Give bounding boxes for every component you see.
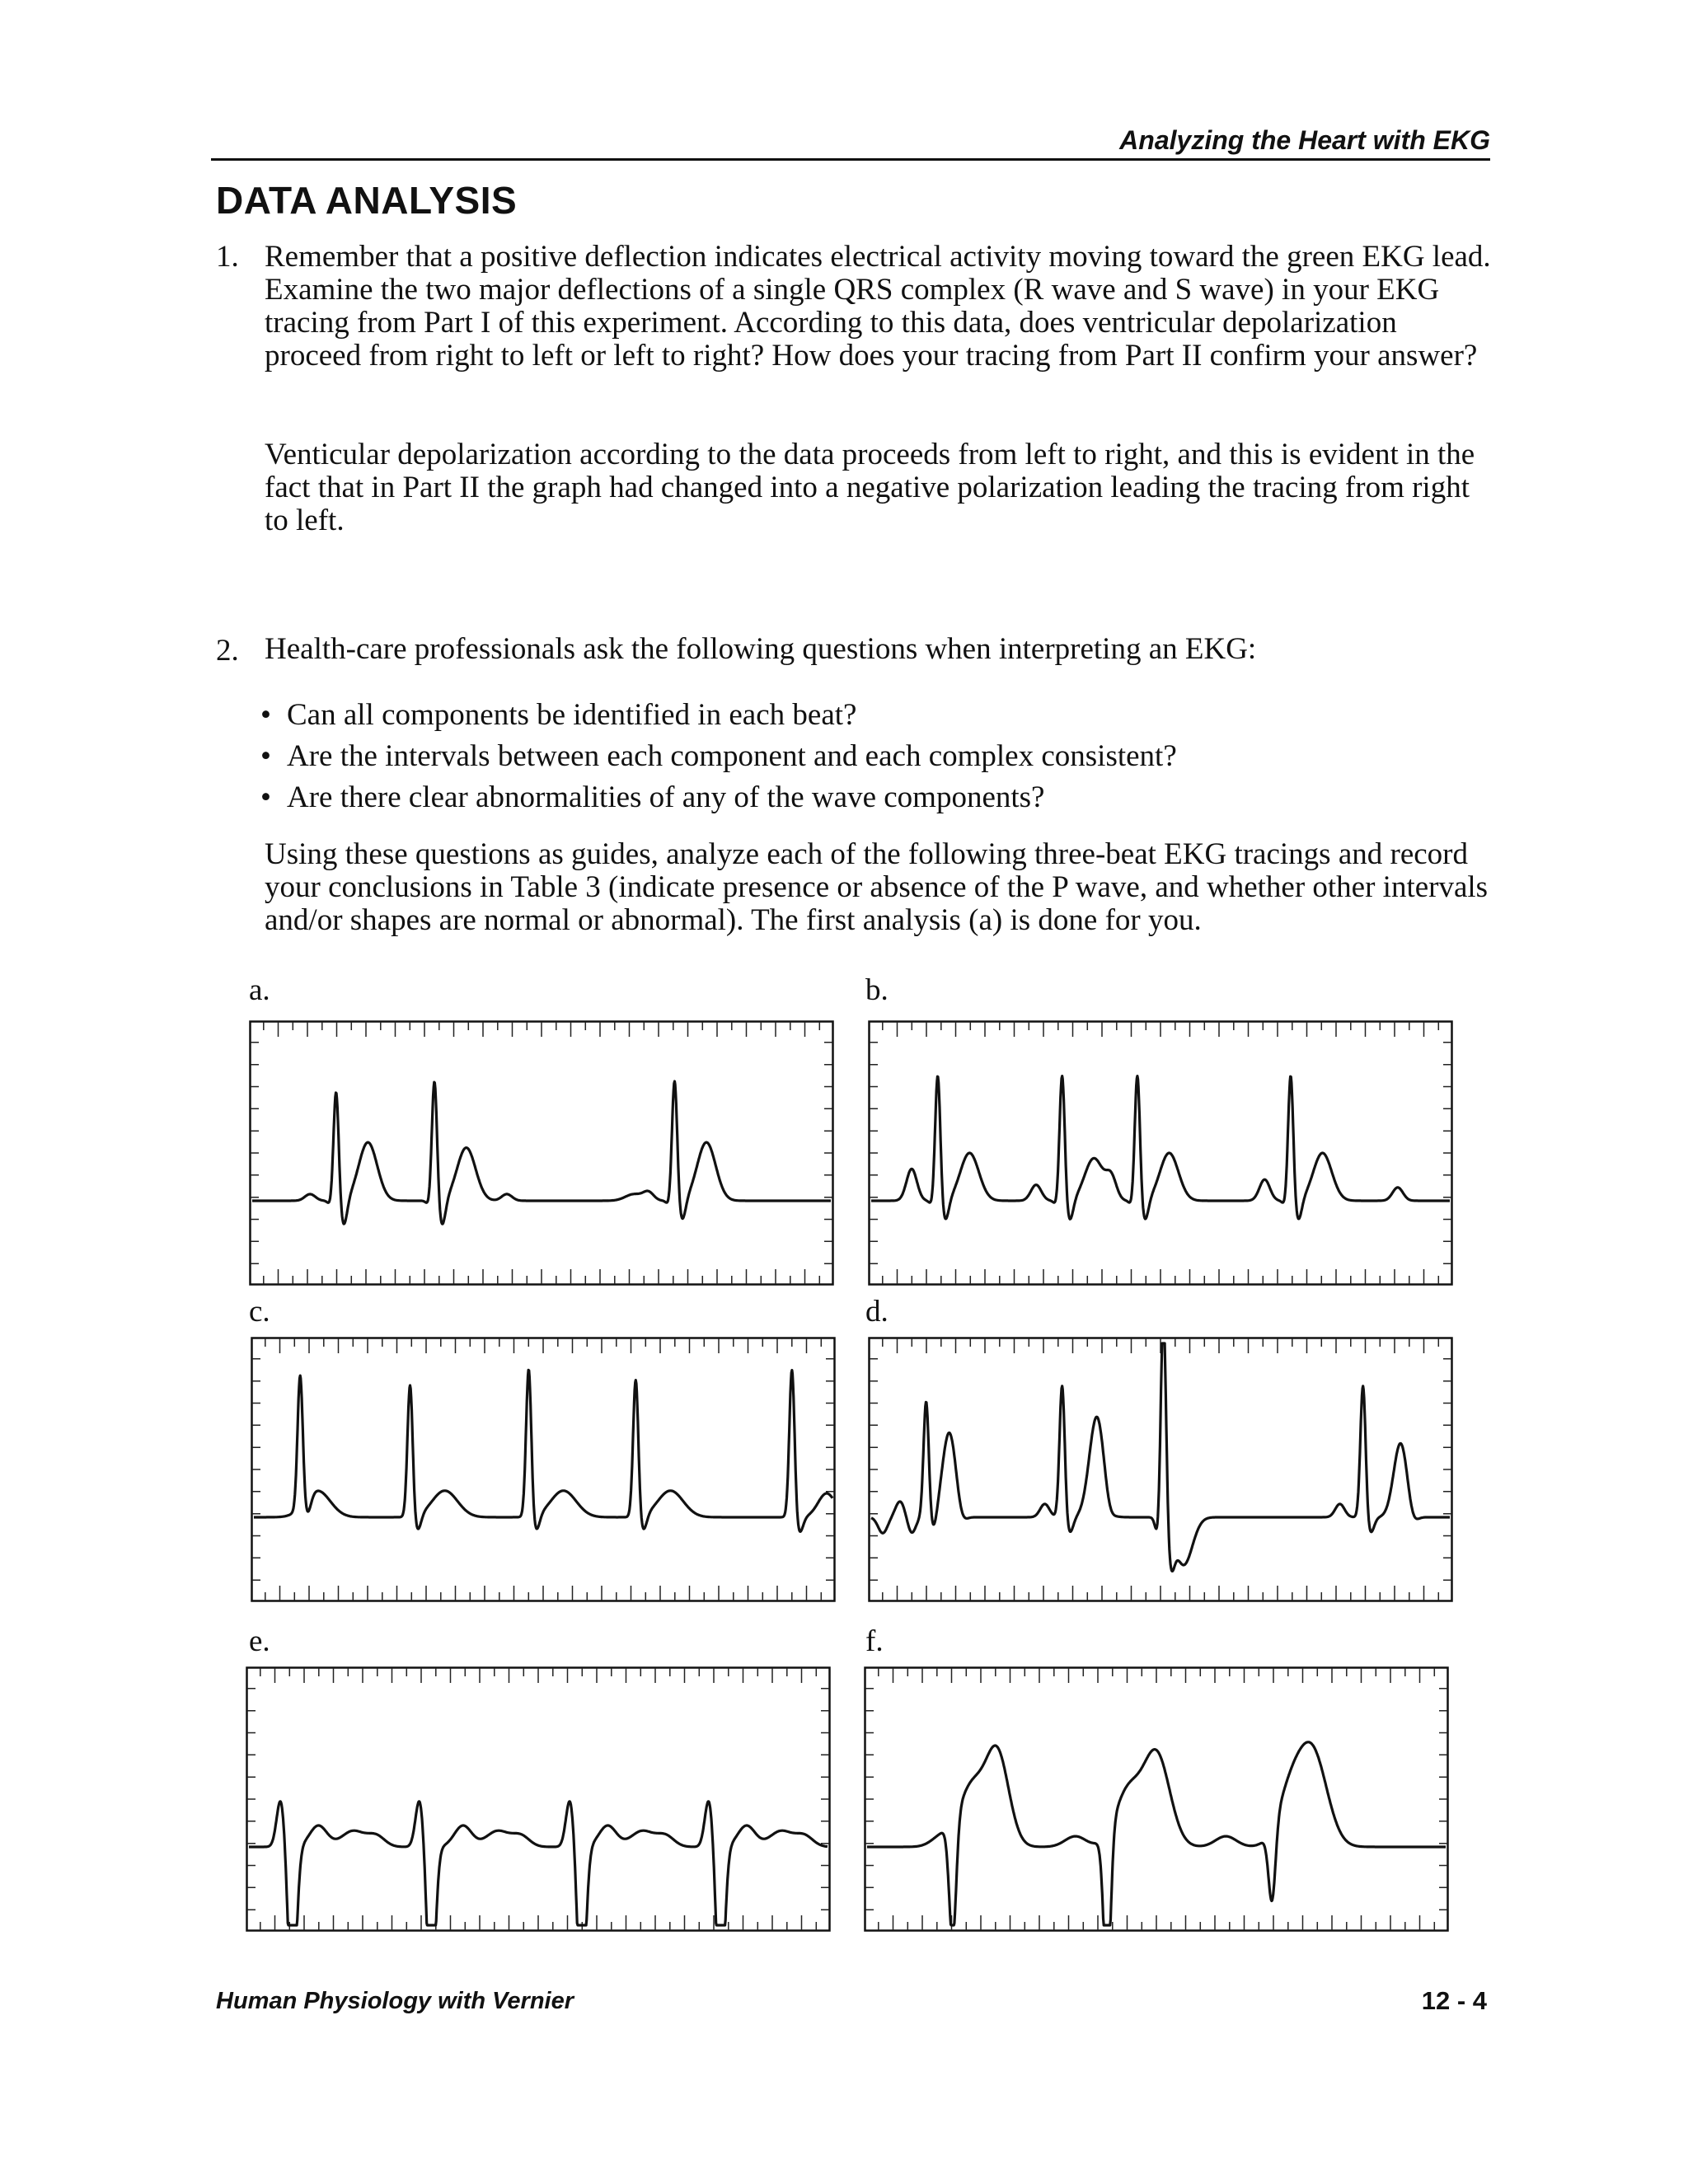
question-2-number: 2.	[216, 634, 239, 668]
plot-frame	[865, 1668, 1448, 1931]
ekg-graph-b	[868, 1020, 1453, 1286]
grid-ticks	[247, 1668, 829, 1930]
question-2-prompt: Health-care professionals ask the following questions when interpreting an EKG:	[265, 632, 1257, 666]
plot-frame	[251, 1022, 833, 1285]
list-item: • Are the intervals between each component and each complex consistent?	[287, 736, 1490, 777]
ekg-waveform	[867, 1742, 1446, 1925]
question-1-prompt: Remember that a positive deflection indicates electrical activity moving toward the green EKG lead. Examine the two major deflections of a single QRS complex (R wave and S wave) in your EKG tracing from Part I of this experiment. According to this data, does ventricular depolarization proceed from right to left or left to right? How does your tracing from Part II confirm your answer?	[265, 240, 1491, 373]
grid-ticks	[252, 1338, 834, 1601]
tracing-label-a: a.	[249, 973, 270, 1007]
list-item: • Are there clear abnormalities of any of the wave components?	[287, 777, 1490, 818]
section-title: DATA ANALYSIS	[216, 179, 518, 222]
plot-frame	[870, 1022, 1452, 1285]
ekg-tracing-c	[251, 1337, 836, 1602]
ekg-waveform	[871, 1076, 1450, 1220]
ekg-waveform	[249, 1802, 828, 1925]
grid-ticks	[870, 1022, 1451, 1284]
grid-ticks	[865, 1668, 1447, 1930]
tracing-label-e: e.	[249, 1624, 270, 1658]
plot-frame	[252, 1338, 835, 1601]
ekg-waveform	[252, 1081, 831, 1224]
plot-frame	[247, 1668, 830, 1931]
ekg-tracing-d	[868, 1337, 1453, 1602]
list-item: • Can all components be identified in each beat?	[287, 695, 1490, 736]
ekg-tracing-e	[246, 1666, 831, 1932]
ekg-graph-a	[249, 1020, 834, 1286]
ekg-tracing-a	[249, 1020, 834, 1286]
question-1-number: 1.	[216, 240, 239, 274]
running-head-title: Analyzing the Heart with EKG	[1119, 125, 1490, 155]
question-1-answer: Venticular depolarization according to the data proceeds from left to right, and this is evident in the fact that in Part II the graph had changed into a negative polarization leading the tracing from right to left.	[265, 438, 1475, 537]
ekg-graph-c	[251, 1337, 836, 1602]
ekg-tracing-b	[868, 1020, 1453, 1286]
ekg-waveform	[871, 1343, 1450, 1571]
tracing-label-d: d.	[865, 1295, 889, 1329]
footer-page-number: 12 - 4	[1421, 1986, 1487, 2015]
ekg-graph-f	[864, 1666, 1449, 1932]
tracing-label-c: c.	[249, 1295, 270, 1329]
tracing-label-f: f.	[865, 1624, 884, 1658]
header-rule	[211, 158, 1490, 161]
ekg-graph-e	[246, 1666, 831, 1932]
interpretation-questions-list	[287, 695, 1490, 818]
ekg-graph-d	[868, 1337, 1453, 1602]
footer-book-title: Human Physiology with Vernier	[216, 1988, 574, 2014]
tracing-label-b: b.	[865, 973, 889, 1007]
question-2-instructions: Using these questions as guides, analyze each of the following three-beat EKG tracings and record your conclusions in Table 3 (indicate presence or absence of the P wave, and whether other intervals and/or shapes are normal or abnormal). The first analysis (a) is done for you.	[265, 837, 1489, 937]
ekg-tracing-f	[864, 1666, 1449, 1932]
ekg-waveform	[254, 1370, 832, 1531]
